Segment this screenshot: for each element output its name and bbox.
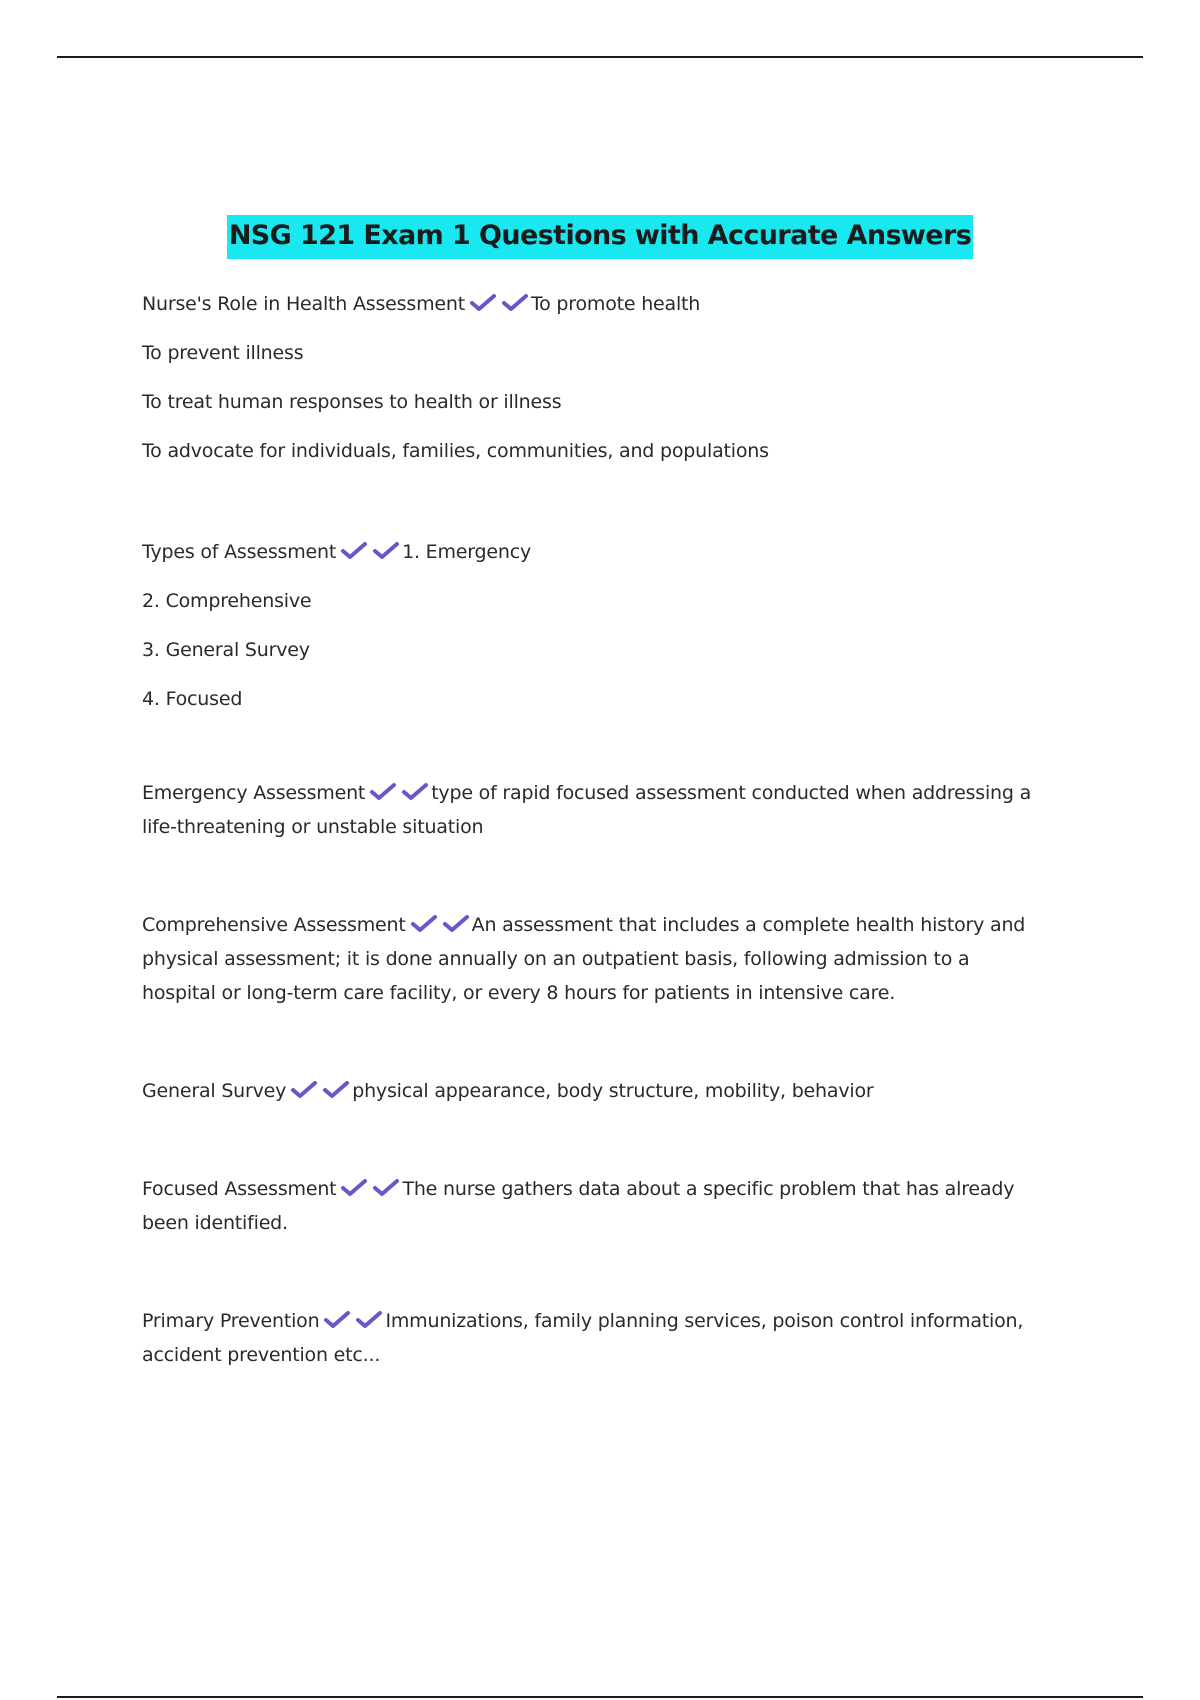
qa-answer: An assessment that includes a complete health history and bbox=[471, 914, 1026, 936]
qa-entry bbox=[142, 1172, 1062, 1240]
checkmark-icon bbox=[355, 1310, 383, 1330]
qa-answer: type of rapid focused assessment conducted when addressing a bbox=[431, 782, 1032, 804]
qa-answer-line: hospital or long-term care facility, or every 8 hours for patients in intensive care. bbox=[142, 982, 896, 1004]
qa-term: Nurse's Role in Health Assessment bbox=[142, 293, 465, 315]
checkmark-icon bbox=[372, 1178, 400, 1198]
checkmark-icon bbox=[501, 293, 529, 313]
answer-separator bbox=[406, 908, 470, 942]
qa-answer-line: 3. General Survey bbox=[142, 639, 310, 661]
checkmark-icon bbox=[442, 914, 470, 934]
qa-answer: 1. Emergency bbox=[402, 541, 532, 563]
bottom-rule bbox=[57, 1696, 1143, 1698]
qa-question-line bbox=[142, 908, 1062, 942]
checkmark-icon bbox=[340, 1178, 368, 1198]
qa-answer: physical appearance, body structure, mobility, behavior bbox=[352, 1080, 874, 1102]
qa-entry bbox=[142, 776, 1062, 844]
checkmark-icon bbox=[369, 782, 397, 802]
qa-question-line bbox=[142, 1304, 1062, 1338]
answer-separator bbox=[465, 280, 529, 329]
qa-answer-line: To advocate for individuals, families, communities, and populations bbox=[142, 440, 769, 462]
qa-question-line bbox=[142, 280, 1062, 329]
checkmark-icon bbox=[340, 541, 368, 561]
qa-answer-line: physical assessment; it is done annually on an outpatient basis, following admission to a bbox=[142, 948, 970, 970]
page-title-text: NSG 121 Exam 1 Questions with Accurate Answers bbox=[227, 215, 973, 259]
qa-question-line bbox=[142, 1172, 1062, 1206]
qa-entry bbox=[142, 908, 1062, 1010]
checkmark-icon bbox=[401, 782, 429, 802]
checkmark-icon bbox=[322, 1080, 350, 1100]
qa-answer-line: 4. Focused bbox=[142, 688, 243, 710]
qa-answer: Immunizations, family planning services, poison control information, bbox=[385, 1310, 1024, 1332]
qa-answer-line: To prevent illness bbox=[142, 342, 304, 364]
qa-entry bbox=[142, 280, 1062, 476]
qa-entry bbox=[142, 1074, 1062, 1108]
qa-answer-line: To treat human responses to health or illness bbox=[142, 391, 562, 413]
qa-answer-line: life-threatening or unstable situation bbox=[142, 816, 484, 838]
answer-separator bbox=[365, 776, 429, 810]
qa-answer: To promote health bbox=[530, 293, 701, 315]
checkmark-icon bbox=[290, 1080, 318, 1100]
answer-separator bbox=[336, 528, 400, 577]
answer-separator bbox=[286, 1074, 350, 1108]
qa-term: Focused Assessment bbox=[142, 1178, 337, 1200]
qa-term: Primary Prevention bbox=[142, 1310, 320, 1332]
page-title bbox=[0, 214, 1200, 259]
qa-question-line bbox=[142, 776, 1062, 810]
document-body bbox=[142, 280, 1062, 1372]
qa-answer-line: accident prevention etc... bbox=[142, 1344, 381, 1366]
qa-answer: The nurse gathers data about a specific problem that has already bbox=[402, 1178, 1015, 1200]
checkmark-icon bbox=[323, 1310, 351, 1330]
answer-separator bbox=[319, 1304, 383, 1338]
qa-answer-line: been identified. bbox=[142, 1212, 288, 1234]
qa-term: Types of Assessment bbox=[142, 541, 337, 563]
checkmark-icon bbox=[410, 914, 438, 934]
answer-separator bbox=[336, 1172, 400, 1206]
qa-question-line bbox=[142, 528, 1062, 577]
qa-answer-line: 2. Comprehensive bbox=[142, 590, 312, 612]
qa-term: Comprehensive Assessment bbox=[142, 914, 406, 936]
top-rule bbox=[57, 56, 1143, 58]
qa-term: Emergency Assessment bbox=[142, 782, 366, 804]
qa-entry bbox=[142, 528, 1062, 724]
qa-entry bbox=[142, 1304, 1062, 1372]
qa-term: General Survey bbox=[142, 1080, 287, 1102]
checkmark-icon bbox=[372, 541, 400, 561]
qa-question-line bbox=[142, 1074, 1062, 1108]
checkmark-icon bbox=[469, 293, 497, 313]
